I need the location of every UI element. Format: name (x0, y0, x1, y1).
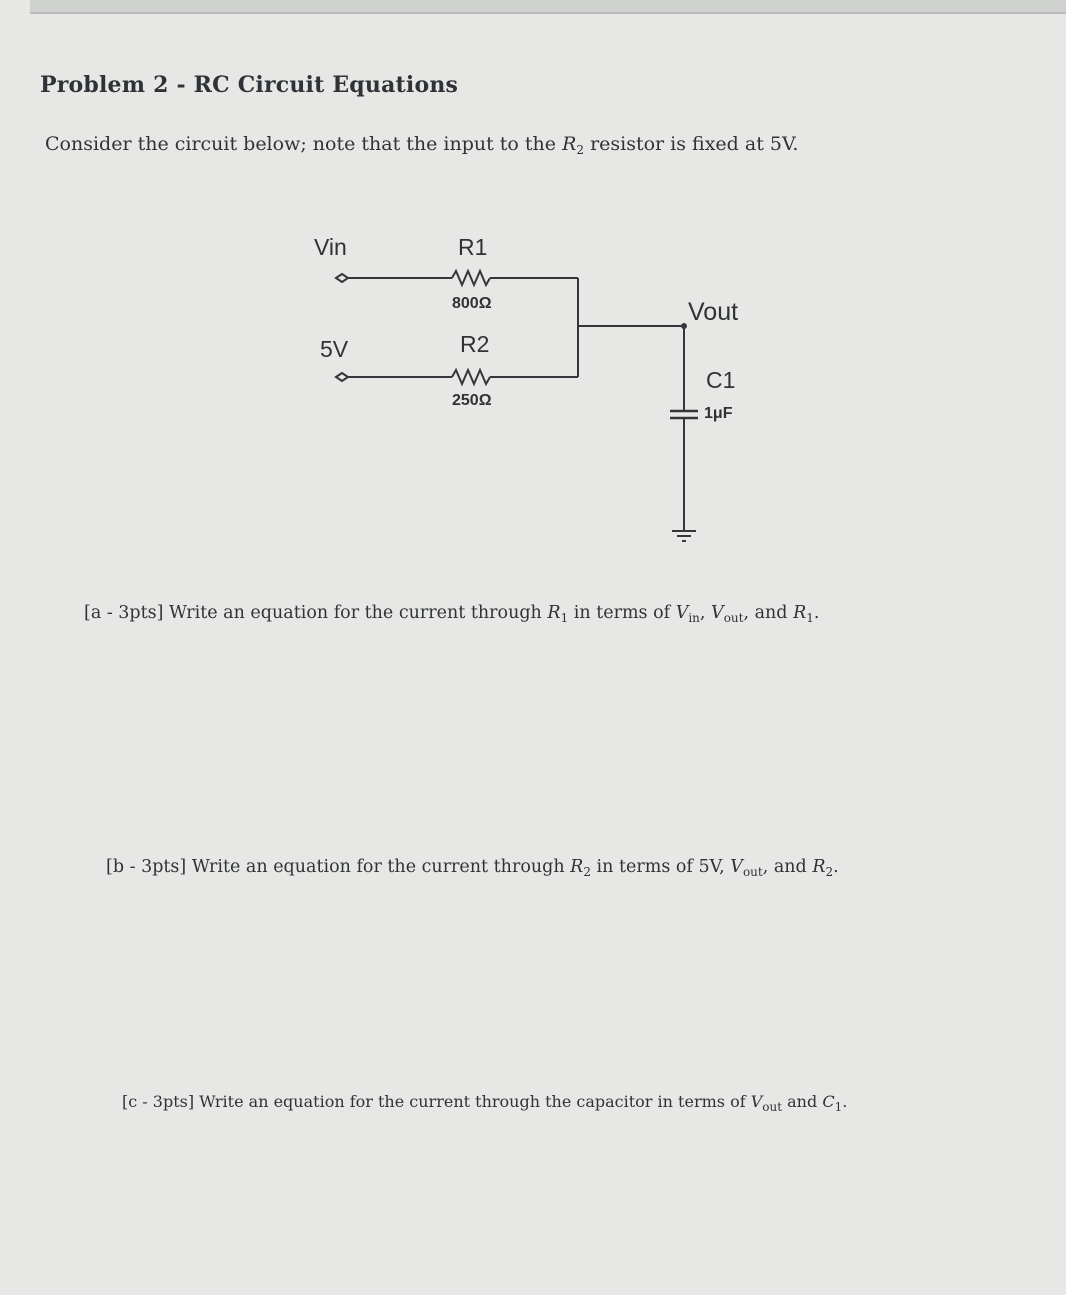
intro-sub: 2 (576, 143, 585, 157)
question-c-v: V (750, 1092, 763, 1111)
intro-prefix: Consider the circuit below; note that the input to the (45, 133, 563, 155)
question-b-text-2: in terms of 5V, (590, 857, 731, 877)
question-a-r: R (547, 603, 561, 623)
circuit-diagram (300, 220, 780, 550)
question-b-tag: [b - 3pts] (106, 857, 187, 877)
question-c-text-1: Write an equation for the current through the capacitor in terms of (194, 1092, 751, 1111)
intro-suffix: resistor is fixed at 5V. (584, 133, 799, 155)
question-b-v: V (730, 857, 743, 877)
r2-value: 250Ω (452, 392, 492, 409)
question-b-r2-sub: 2 (825, 865, 834, 879)
question-b (106, 857, 839, 879)
question-a-v2: V (711, 603, 724, 623)
intro-text (45, 133, 798, 157)
question-c-c: C (822, 1092, 835, 1111)
question-c-text-2: and (782, 1092, 823, 1111)
question-a-r2: R (793, 603, 807, 623)
r2-resistor (452, 370, 490, 384)
question-b-text-1: Write an equation for the current through (186, 857, 571, 877)
question-a-r-sub: 1 (560, 611, 569, 625)
question-c-c-sub: 1 (834, 1100, 843, 1114)
question-a-end: . (813, 603, 820, 623)
question-b-text-3: , and (762, 857, 813, 877)
question-b-r-sub: 2 (583, 865, 591, 879)
question-b-r2: R (812, 857, 826, 877)
question-a-sep1: , (699, 603, 712, 623)
question-b-r: R (570, 857, 584, 877)
question-c (122, 1092, 847, 1114)
question-a (84, 603, 819, 625)
intro-var: R (562, 133, 577, 155)
question-c-v-sub: out (762, 1100, 783, 1114)
question-a-text-3: , and (743, 603, 794, 623)
question-a-text-1: Write an equation for the current through (163, 603, 548, 623)
question-a-v1-sub: in (688, 611, 700, 625)
question-b-v-sub: out (742, 865, 763, 879)
question-a-v1: V (675, 603, 689, 623)
v5-label: 5V (320, 336, 349, 362)
question-a-r2-sub: 1 (806, 611, 814, 625)
question-c-tag: [c - 3pts] (122, 1092, 195, 1111)
vin-label: Vin (314, 234, 347, 260)
r1-value: 800Ω (452, 295, 492, 312)
r2-label: R2 (460, 331, 490, 357)
c1-value: 1μF (704, 405, 733, 422)
r1-resistor (452, 271, 490, 285)
page-title: Problem 2 - RC Circuit Equations (40, 72, 459, 98)
question-a-tag: [a - 3pts] (84, 603, 164, 623)
question-c-end: . (842, 1092, 848, 1111)
vin-terminal (336, 274, 348, 282)
question-b-end: . (833, 857, 839, 877)
c1-label: C1 (706, 367, 736, 393)
question-a-text-2: in terms of (568, 603, 676, 623)
v5-terminal (336, 373, 348, 381)
vout-node-dot (681, 323, 687, 329)
top-edge-bar (30, 0, 1066, 14)
r1-label: R1 (458, 234, 488, 260)
question-a-v2-sub: out (723, 611, 744, 625)
vout-label: Vout (688, 298, 739, 326)
